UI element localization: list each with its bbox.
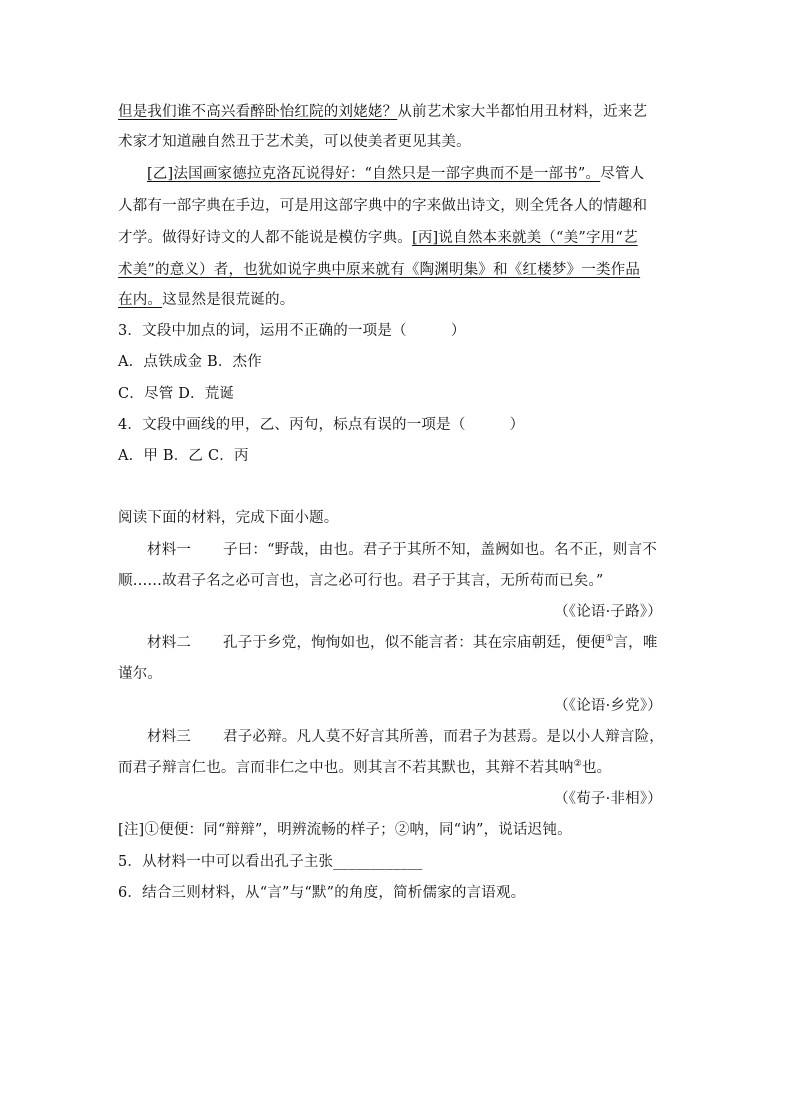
question-3: 3．文段中加点的词，运用不正确的一项是（ ）	[118, 323, 466, 339]
question-5: 5．从材料一中可以看出孔子主张____________	[118, 854, 423, 870]
question-6: 6．结合三则材料，从“言”与“默”的角度，简析儒家的言语观。	[118, 885, 526, 901]
material-3-line-2	[118, 758, 611, 778]
underlined-sentence-bing: [丙]说自然本来就美（“美”字用“艺	[412, 230, 638, 246]
passage-line-4: 人都有一部字典在手边，可是用这部字典中的字来做出诗文，则全凭各人的情趣和	[118, 198, 648, 214]
material-1-line-1	[147, 540, 657, 560]
material-text: 言，唯	[613, 635, 658, 651]
passage-line-1	[118, 102, 647, 122]
material-1-source: （《论语·子路》）	[554, 604, 662, 620]
passage-text: 尽管人	[600, 166, 645, 182]
passage-line-5	[118, 228, 638, 248]
material-2-line-2: 谨尔。	[118, 666, 163, 682]
passage-line-6	[118, 260, 640, 280]
passage-line-3	[147, 164, 644, 184]
annotation-note: [注]①便便：同“辩辩”，明辨流畅的样子；②呐，同“讷”，说话迟钝。	[118, 822, 572, 838]
question-3-options-ab: A．点铁成金 B．杰作	[118, 354, 262, 370]
underlined-sentence-bing-end: 在内。	[118, 292, 163, 308]
material-2-line-1	[147, 633, 658, 653]
passage-text: 从前艺术家大半都怕用丑材料，近来艺	[397, 104, 648, 120]
material-2-source: （《论语·乡党》）	[554, 698, 662, 714]
material-3-source: （《荀子·非相》）	[554, 791, 662, 807]
material-text: 而君子辩言仁也。言而非仁之中也。则其言不若其默也，其辩不若其呐	[118, 760, 574, 776]
question-3-options-cd: C．尽管 D．荒诞	[118, 386, 235, 402]
material-1-label: 材料一	[147, 542, 192, 558]
underlined-sentence-yi: [乙]法国画家德拉克洛瓦说得好：“自然只是一部字典而不是一部书”。	[147, 166, 601, 182]
material-3-label: 材料三	[147, 729, 192, 745]
reading-intro: 阅读下面的材料，完成下面小题。	[118, 510, 339, 526]
material-3-line-1	[147, 727, 664, 747]
material-text: 孔子于乡党，恂恂如也，似不能言者：其在宗庙朝廷，便便	[223, 635, 606, 651]
question-4-options: A．甲 B．乙 C．丙	[118, 448, 249, 464]
material-text: 子曰：“野哉，由也。君子于其所不知，盖阙如也。名不正，则言不	[223, 542, 657, 558]
underlined-sentence-bing-cont: 术美”的意义）者，也犹如说字典中原来就有《陶渊明集》和《红楼梦》一类作品	[118, 262, 641, 278]
material-2-label: 材料二	[147, 635, 192, 651]
footnote-marker-1: ①	[605, 634, 614, 644]
passage-line-7	[118, 290, 294, 310]
footnote-marker-2: ②	[573, 759, 582, 769]
passage-line-2: 术家才知道融自然丑于艺术美，可以使美者更见其美。	[118, 134, 471, 150]
material-text: 也。	[581, 760, 612, 776]
underlined-sentence-jia: 但是我们谁不高兴看醉卧怡红院的刘姥姥？	[118, 104, 398, 120]
passage-text: 才学。做得好诗文的人都不能说是模仿字典。	[118, 230, 412, 246]
question-4: 4．文段中画线的甲，乙、丙句，标点有误的一项是（ ）	[118, 417, 525, 433]
material-text: 君子必辩。凡人莫不好言其所善，而君子为甚焉。是以小人辩言险，	[223, 729, 664, 745]
passage-text: 这显然是很荒诞的。	[162, 292, 295, 308]
material-1-line-2: 顺……故君子名之必可言也，言之必可行也。君子于其言，无所苟而已矣。”	[118, 573, 604, 589]
